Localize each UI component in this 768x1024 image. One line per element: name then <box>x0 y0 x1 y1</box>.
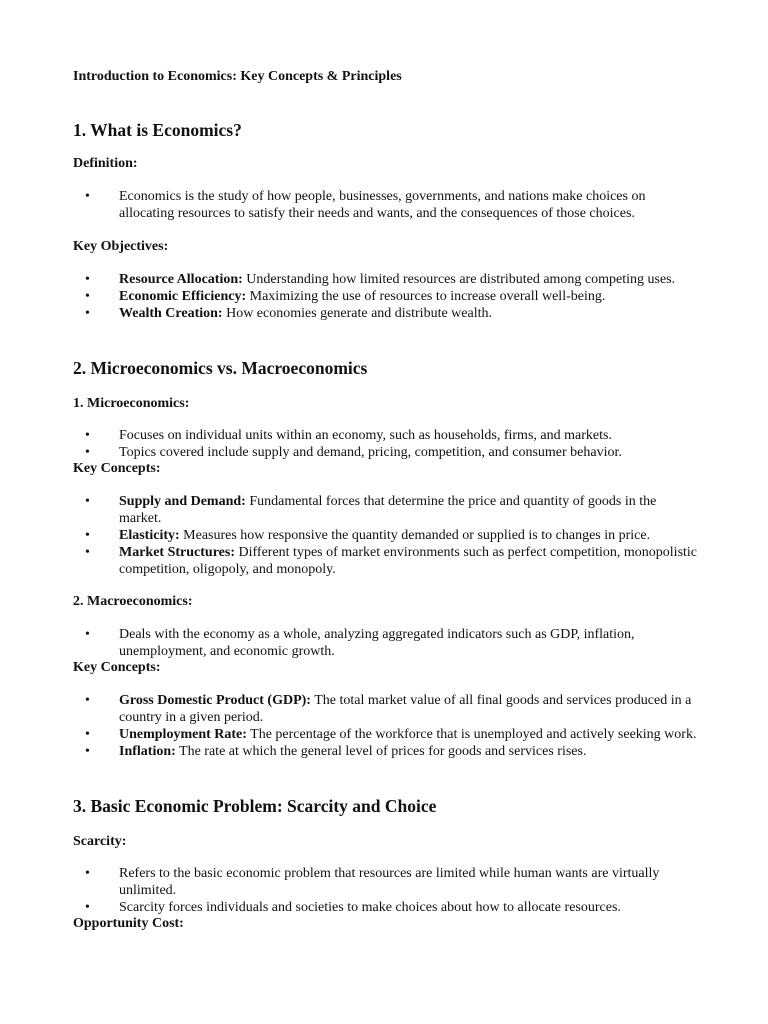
list-item-text: Deals with the economy as a whole, analyzing aggregated indicators such as GDP, inflation, unemployment, and economic growth. <box>119 627 635 659</box>
macroeconomics-label: 2. Macroeconomics: <box>73 594 193 609</box>
section-heading-scarcity-and-choice: 3. Basic Economic Problem: Scarcity and Choice <box>73 796 437 816</box>
bullet-icon: • <box>85 693 90 708</box>
list-item-text: Fundamental forces that determine the price and quantity of goods in the market. <box>119 494 657 526</box>
bullet-icon: • <box>85 866 90 881</box>
list-item-term: Inflation: <box>119 744 176 759</box>
list-item <box>73 444 698 461</box>
list-item-term: Elasticity: <box>119 528 180 543</box>
key-objectives-list <box>73 271 698 322</box>
bullet-icon: • <box>85 306 90 321</box>
macro-key-concepts-list <box>73 692 698 760</box>
list-item-text: The total market value of all final goods and services produced in a country in a given period. <box>119 693 692 725</box>
microeconomics-list <box>73 427 698 461</box>
bullet-icon: • <box>85 289 90 304</box>
list-item-text: Economics is the study of how people, businesses, governments, and nations make choices on allocating resources to satisfy their needs and wants, and the consequences of those choices. <box>119 189 646 221</box>
list-item-term: Economic Efficiency: <box>119 289 247 304</box>
list-item-text: Maximizing the use of resources to increase overall well-being. <box>246 289 606 304</box>
definition-label: Definition: <box>73 156 138 171</box>
list-item-term: Resource Allocation: <box>119 272 243 287</box>
macroeconomics-list <box>73 626 698 660</box>
bullet-icon: • <box>85 545 90 560</box>
list-item-term: Market Structures: <box>119 545 235 560</box>
list-item <box>73 743 698 760</box>
list-item <box>73 305 698 322</box>
list-item <box>73 726 698 743</box>
list-item-term: Wealth Creation: <box>119 306 223 321</box>
list-item <box>73 626 698 660</box>
list-item <box>73 527 698 544</box>
section-heading-what-is-economics: 1. What is Economics? <box>73 120 242 140</box>
list-item <box>73 427 698 444</box>
list-item <box>73 899 698 916</box>
list-item-text: Measures how responsive the quantity demanded or supplied is to changes in price. <box>179 528 651 543</box>
microeconomics-label: 1. Microeconomics: <box>73 396 190 411</box>
list-item-text: Understanding how limited resources are distributed among competing uses. <box>242 272 676 287</box>
list-item <box>73 865 698 899</box>
bullet-icon: • <box>85 900 90 915</box>
list-item <box>73 188 698 222</box>
definition-list <box>73 188 698 222</box>
list-item-text: Topics covered include supply and demand, pricing, competition, and consumer behavior. <box>119 445 622 460</box>
list-item-term: Supply and Demand: <box>119 494 246 509</box>
bullet-icon: • <box>85 189 90 204</box>
bullet-icon: • <box>85 727 90 742</box>
document-title: Introduction to Economics: Key Concepts & Principles <box>73 69 402 84</box>
macro-key-concepts-label: Key Concepts: <box>73 660 161 675</box>
opportunity-cost-label: Opportunity Cost: <box>73 916 184 931</box>
list-item <box>73 692 698 726</box>
list-item <box>73 544 698 578</box>
bullet-icon: • <box>85 744 90 759</box>
bullet-icon: • <box>85 272 90 287</box>
micro-key-concepts-label: Key Concepts: <box>73 461 161 476</box>
section-heading-micro-vs-macro: 2. Microeconomics vs. Macroeconomics <box>73 358 368 378</box>
list-item <box>73 271 698 288</box>
list-item-text: Refers to the basic economic problem that resources are limited while human wants are virtually unlimited. <box>119 866 660 898</box>
scarcity-label: Scarcity: <box>73 834 127 849</box>
list-item-text: How economies generate and distribute wealth. <box>222 306 492 321</box>
list-item-text: Scarcity forces individuals and societies to make choices about how to allocate resources. <box>119 900 621 915</box>
bullet-icon: • <box>85 445 90 460</box>
bullet-icon: • <box>85 428 90 443</box>
list-item-term: Gross Domestic Product (GDP): <box>119 693 311 708</box>
list-item-text: Different types of market environments such as perfect competition, monopolistic competition, oligopoly, and monopoly. <box>119 545 698 577</box>
scarcity-list <box>73 865 698 916</box>
list-item <box>73 288 698 305</box>
key-objectives-label: Key Objectives: <box>73 239 169 254</box>
bullet-icon: • <box>85 627 90 642</box>
list-item <box>73 493 698 527</box>
list-item-text: The percentage of the workforce that is unemployed and actively seeking work. <box>246 727 697 742</box>
list-item-term: Unemployment Rate: <box>119 727 247 742</box>
list-item-text: The rate at which the general level of prices for goods and services rises. <box>175 744 587 759</box>
bullet-icon: • <box>85 494 90 509</box>
bullet-icon: • <box>85 528 90 543</box>
micro-key-concepts-list <box>73 493 698 578</box>
list-item-text: Focuses on individual units within an economy, such as households, firms, and markets. <box>119 428 612 443</box>
